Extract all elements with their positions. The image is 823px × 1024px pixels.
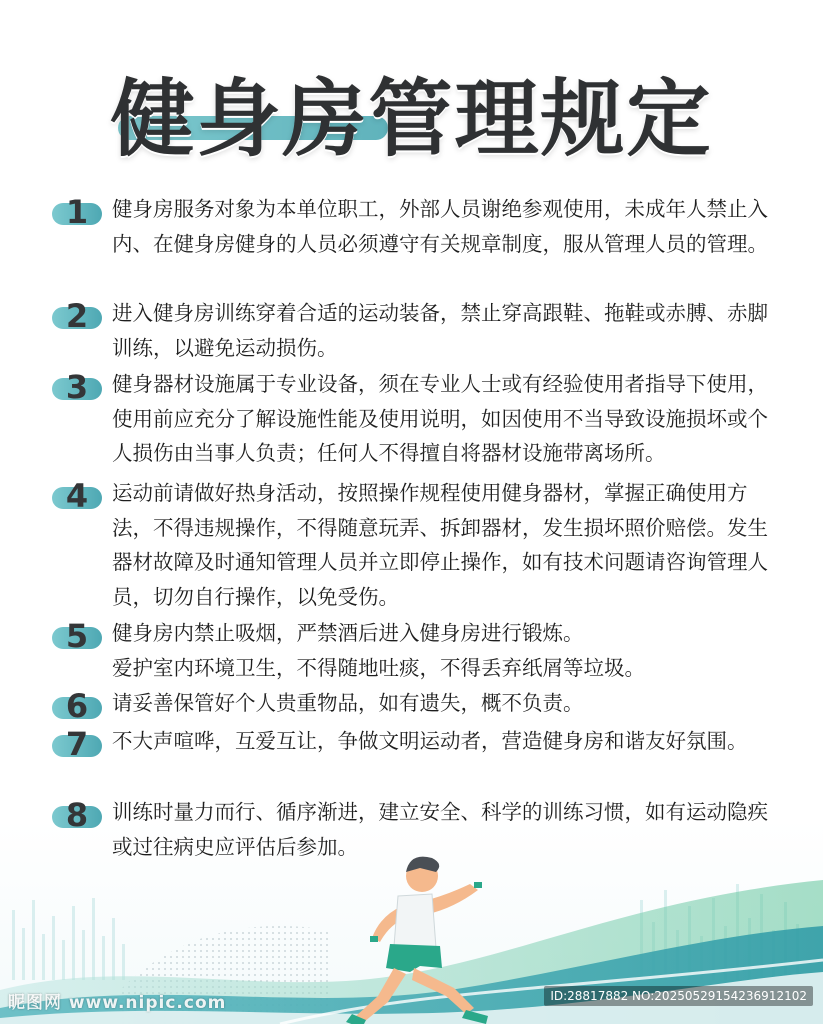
rule-text-secondary: 爱护室内环境卫生，不得随地吐痰，不得丢弃纸屑等垃圾。 <box>112 655 645 680</box>
rule-text: 运动前请做好热身活动，按照操作规程使用健身器材，掌握正确使用方法，不得违规操作，不得随意玩弄、拆卸器材，发生损坏照价赔偿。发生器材故障及时通知管理人员并立即停止操作，如有技术问题请咨询管理人员，切勿自行操作，以免受伤。 <box>112 481 768 609</box>
rule-number: 5 <box>65 617 89 655</box>
rule-text: 健身房内禁止吸烟，严禁酒后进入健身房进行锻炼。 <box>112 621 584 645</box>
rule-number: 3 <box>65 368 89 406</box>
rule-number: 2 <box>65 297 89 335</box>
watermark-right: ID:28817882 NO:20250529154236912102 <box>544 986 813 1006</box>
rule-number: 4 <box>65 477 89 515</box>
title-area <box>0 52 823 168</box>
rule-text: 请妥善保管好个人贵重物品，如有遗失，概不负责。 <box>112 691 584 715</box>
rules-list <box>52 192 782 865</box>
rule-item-2 <box>52 296 782 367</box>
rule-text: 健身房服务对象为本单位职工，外部人员谢绝参观使用，未成年人禁止入内、在健身房健身的人员必须遵守有关规章制度，服从管理人员的管理。 <box>112 197 768 256</box>
rule-number: 6 <box>65 687 89 725</box>
rule-number: 1 <box>65 193 89 231</box>
rule-text: 训练时量力而行、循序渐进，建立安全、科学的训练习惯，如有运动隐疾或过往病史应评估后参加。 <box>112 800 768 859</box>
rule-item-3 <box>52 367 782 476</box>
rule-item-5 <box>52 616 782 686</box>
rule-item-4 <box>52 476 782 616</box>
rule-item-6 <box>52 686 782 724</box>
watermark-left: 昵图网 www.nipic.com <box>8 993 227 1013</box>
rule-item-1 <box>52 192 782 296</box>
rule-number: 7 <box>65 725 89 763</box>
rule-number: 8 <box>65 796 89 834</box>
rule-text: 健身器材设施属于专业设备，须在专业人士或有经验使用者指导下使用，使用前应充分了解设施性能及使用说明，如因使用不当导致设施损坏或个人损伤由当事人负责；任何人不得擅自将器材设施带离场所。 <box>112 372 768 465</box>
page-title: 健身房管理规定 <box>110 70 713 168</box>
rule-text: 不大声喧哗，互爱互让，争做文明运动者，营造健身房和谐友好氛围。 <box>112 729 748 753</box>
rule-item-7 <box>52 724 782 795</box>
rule-text: 进入健身房训练穿着合适的运动装备，禁止穿高跟鞋、拖鞋或赤膊、赤脚训练，以避免运动损伤。 <box>112 301 768 360</box>
